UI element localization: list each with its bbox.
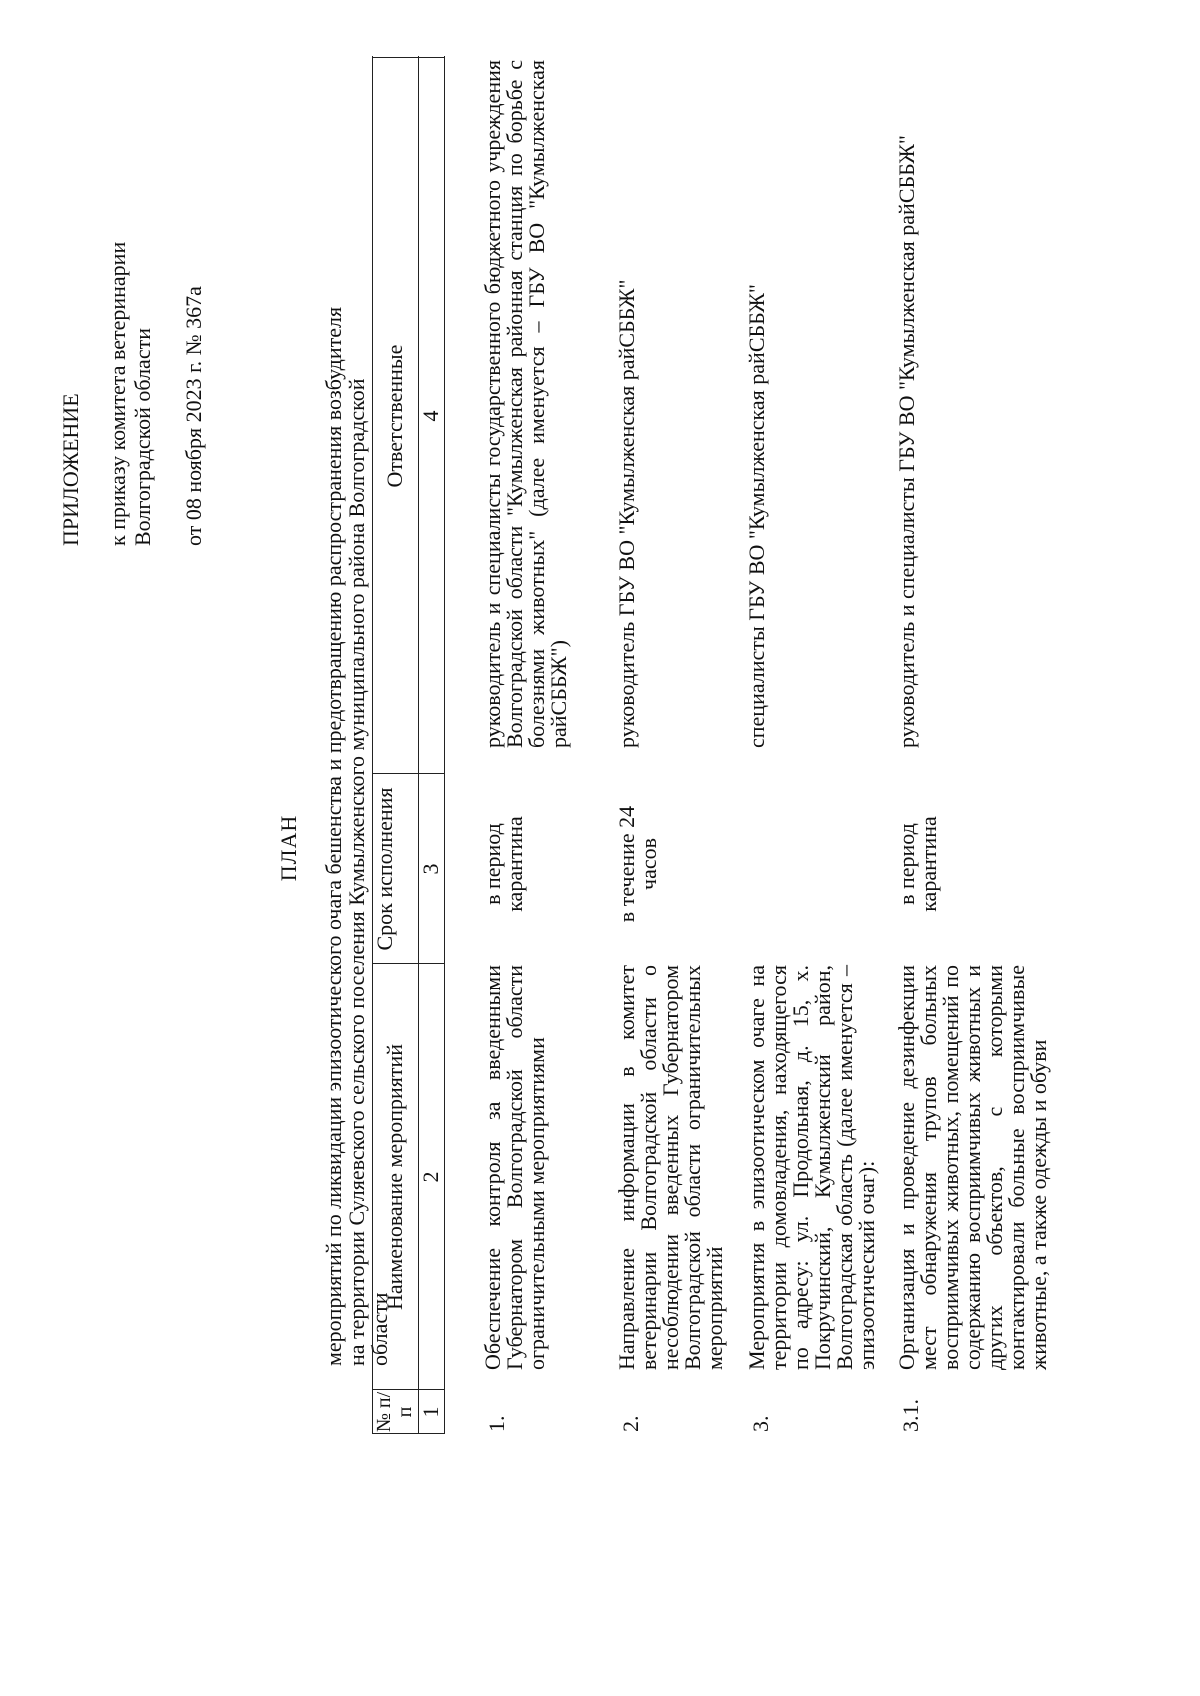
row-3-name: Мероприятия в эпизоотическом очаге на территории домовладения, находящегося по адресу: ул. Продольная, д. 15, х. Покручинский, Кумылженский район, Волгоградская область (далее именуется – эпизоотический очаг): bbox=[744, 965, 879, 1370]
plan-subtitle-line-2: на территории Суляевского сельского поселения Кумылженского муниципального района Волгоградской области bbox=[344, 378, 392, 1366]
appendix-line-1: к приказу комитета ветеринарии bbox=[105, 241, 130, 546]
row-1-name: Обеспечение контроля за введенными Губернатором Волгоградской области ограничительными мероприятиями bbox=[480, 965, 549, 1370]
plan-subtitle-line-1: мероприятий по ликвидации эпизоотического очага бешенства и предотвращению распространения возбудителя bbox=[321, 306, 346, 1366]
row-2-resp: руководитель ГБУ ВО "Кумылженская райСББЖ" bbox=[614, 279, 639, 748]
header-num: № п/п bbox=[373, 1391, 416, 1433]
row-3-1-resp: руководитель и специалисты ГБУ ВО "Кумылженская райСББЖ" bbox=[894, 135, 919, 748]
header-divider bbox=[418, 56, 419, 1434]
row-3-1-term: в период карантина bbox=[894, 816, 941, 912]
row-1-num: 1. bbox=[484, 1415, 509, 1432]
header-resp: Ответственные bbox=[382, 344, 407, 488]
row-2-term: в течение 24 часов bbox=[614, 805, 661, 923]
appendix-block bbox=[58, 242, 206, 546]
header-bottom-border bbox=[444, 56, 445, 1434]
row-3-num: 3. bbox=[748, 1415, 773, 1432]
header-term: Срок исполнения bbox=[372, 787, 397, 951]
appendix-line-2: Волгоградской области bbox=[130, 328, 155, 546]
table-top-border bbox=[372, 56, 373, 1434]
col-number-2: 2 bbox=[418, 1171, 443, 1183]
appendix-date: от 08 ноября 2023 г. № 367а bbox=[181, 286, 206, 546]
plan-table bbox=[372, 56, 1200, 1434]
appendix-title: ПРИЛОЖЕНИЕ bbox=[58, 393, 83, 546]
col-number-1: 1 bbox=[418, 1406, 443, 1418]
header-name: Наименование мероприятий bbox=[382, 1043, 407, 1311]
row-3-1-name: Организация и проведение дезинфекции мест обнаружения трупов больных восприимчивых животных, помещений по содержанию восприимчивых животных и других объектов, с которыми контактировали больные восприимчивые животные, а также одежды и обуви bbox=[894, 965, 1051, 1370]
plan-title: ПЛАН bbox=[276, 814, 301, 882]
row-2-name: Направление информации в комитет ветеринарии Волгоградской области о несоблюдении введенных Губернатором Волгоградской области ограничительных мероприятий bbox=[614, 965, 727, 1370]
row-1-resp: руководитель и специалисты государственного бюджетного учреждения Волгоградской области "Кумылженская районная станция по борьбе с болезнями животных" (далее именуется – ГБУ ВО "Кумылженская райСББЖ") bbox=[480, 60, 571, 748]
col-number-3: 3 bbox=[418, 863, 443, 875]
row-1-term: в период карантина bbox=[480, 816, 527, 912]
row-2-num: 2. bbox=[618, 1415, 643, 1432]
row-3-resp: специалисты ГБУ ВО "Кумылженская райСББЖ" bbox=[744, 284, 769, 748]
row-3-1-num: 3.1. bbox=[898, 1399, 923, 1432]
col-number-4: 4 bbox=[418, 410, 443, 422]
